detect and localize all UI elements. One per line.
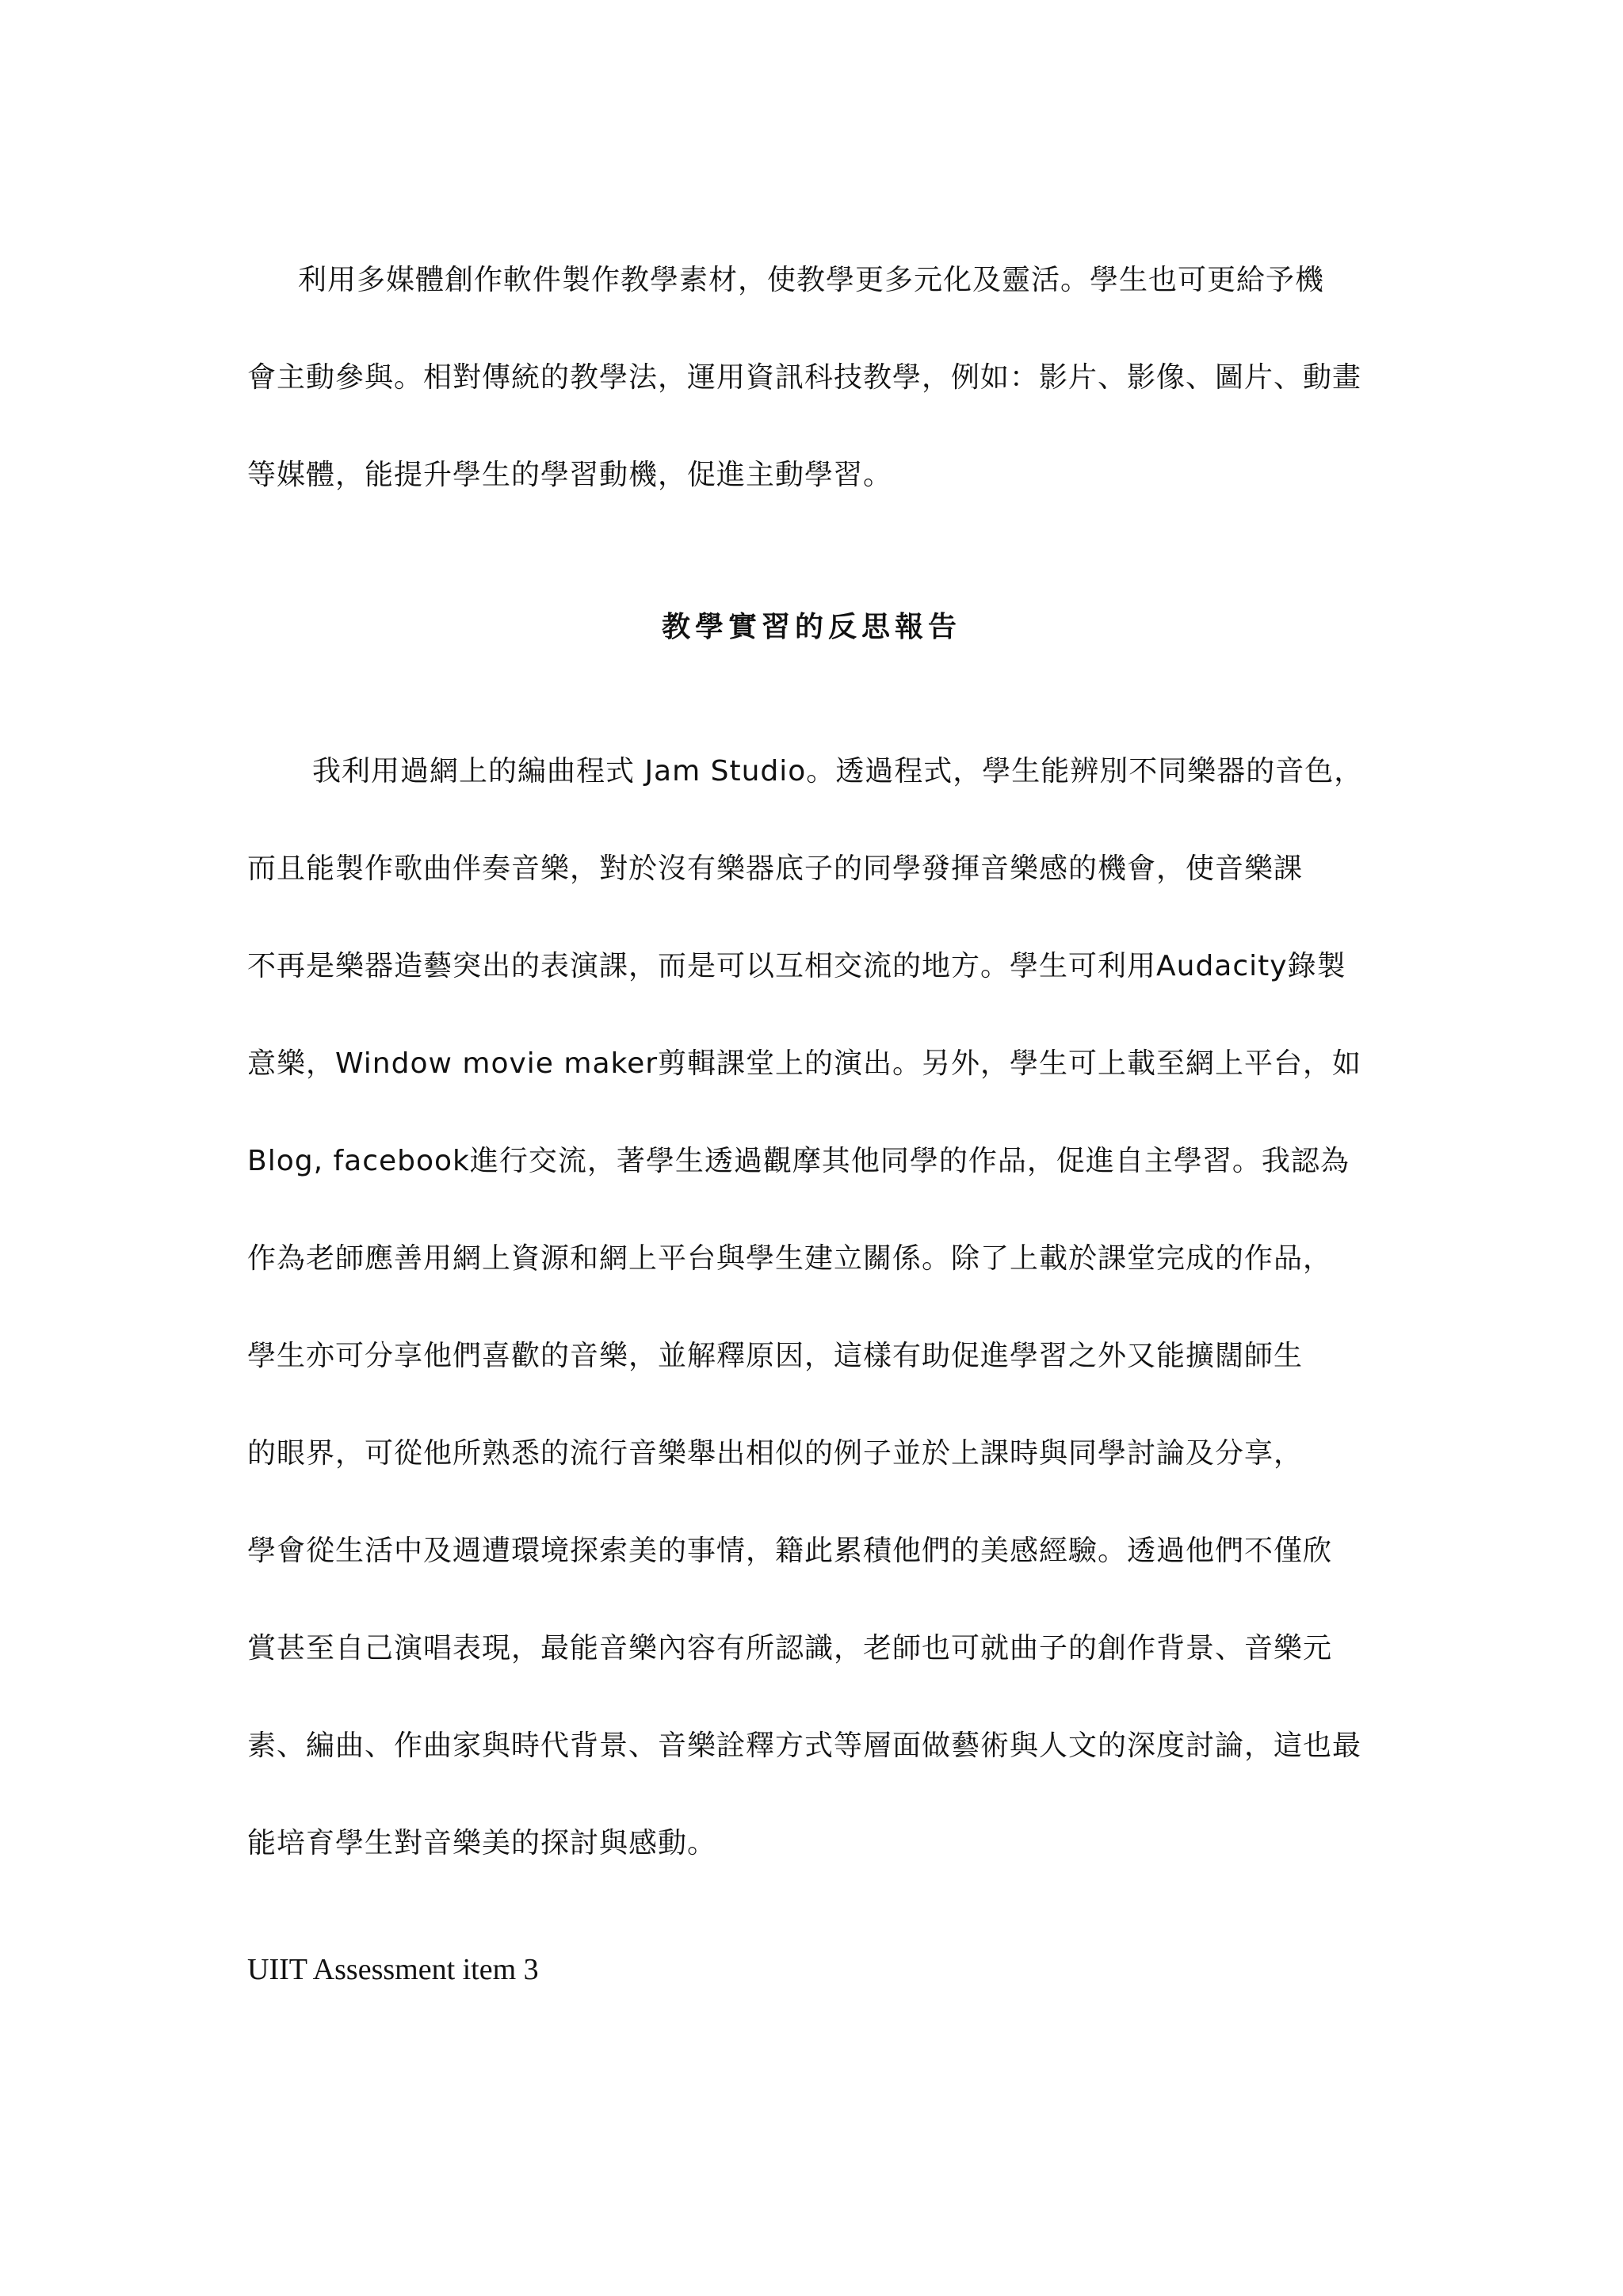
paragraph-2-line-8: 的眼界，可從他所熟悉的流行音樂舉出相似的例子並於上課時與同學討論及分享， <box>247 1437 1304 1470</box>
paragraph-2-line-10: 賞甚至自己演唱表現，最能音樂內容有所認識，老師也可就曲子的創作背景、音樂元 <box>247 1632 1333 1665</box>
paragraph-2-line-2: 而且能製作歌曲伴奏音樂，對於沒有樂器底子的同學發揮音樂感的機會，使音樂課 <box>247 852 1304 885</box>
paragraph-2-line-9: 學會從生活中及週遭環境探索美的事情，籍此累積他們的美感經驗。透過他們不僅欣 <box>247 1535 1333 1567</box>
paragraph-2-line-4: 意樂，Window movie maker剪輯課堂上的演出。另外，學生可上載至網上平台，如 <box>247 1047 1362 1080</box>
footer-note: UIIT Assessment item 3 <box>247 1953 539 1986</box>
paragraph-2-line-5: Blog, facebook進行交流，著學生透過觀摩其他同學的作品，促進自主學習。我認為 <box>247 1145 1350 1177</box>
paragraph-2-line-12: 能培育學生對音樂美的探討與感動。 <box>247 1827 717 1859</box>
paragraph-2-line-3: 不再是樂器造藝突出的表演課，而是可以互相交流的地方。學生可利用Audacity錄製 <box>247 950 1346 982</box>
paragraph-1-line-1: 利用多媒體創作軟件製作教學素材，使教學更多元化及靈活。學生也可更給予機 <box>298 264 1325 296</box>
paragraph-2-line-7: 學生亦可分享他們喜歡的音樂，並解釋原因，這樣有助促進學習之外又能擴闊師生 <box>247 1340 1304 1372</box>
section-heading: 教學實習的反思報告 <box>661 611 961 643</box>
paragraph-2-line-6: 作為老師應善用網上資源和網上平台與學生建立關係。除了上載於課堂完成的作品， <box>247 1242 1333 1275</box>
paragraph-1-line-3: 等媒體，能提升學生的學習動機，促進主動學習。 <box>247 459 893 491</box>
paragraph-2-line-1: 我利用過網上的編曲程式 Jam Studio。透過程式，學生能辨別不同樂器的音色， <box>312 755 1364 788</box>
paragraph-1-line-2: 會主動參與。相對傳統的教學法，運用資訊科技教學，例如：影片、影像、圖片、動畫 <box>247 361 1362 394</box>
paragraph-2-line-11: 素、編曲、作曲家與時代背景、音樂詮釋方式等層面做藝術與人文的深度討論，這也最 <box>247 1730 1362 1762</box>
